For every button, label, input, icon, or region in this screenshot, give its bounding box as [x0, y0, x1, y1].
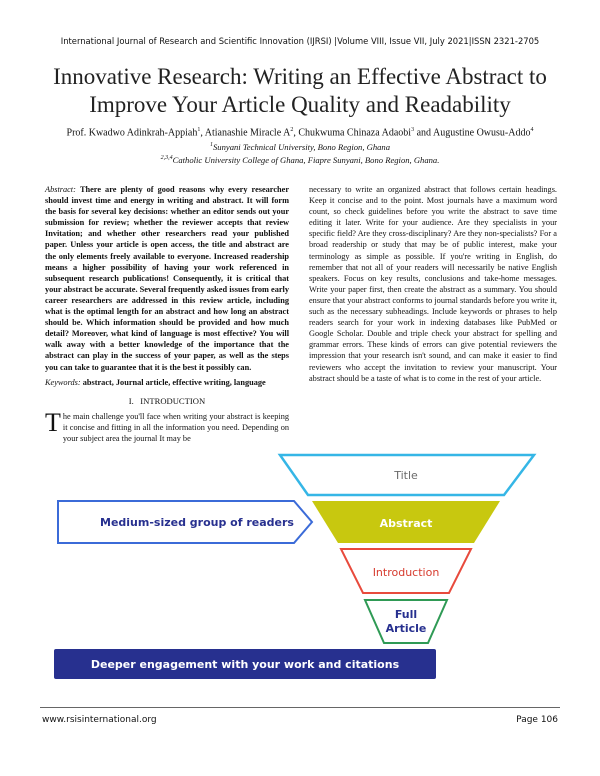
intro-paragraph [45, 407, 289, 444]
paper-title [30, 63, 570, 119]
keywords-paragraph [45, 377, 289, 388]
author-name: Augustine Owusu-Addo [432, 127, 531, 139]
title-line-1: Innovative Research: Writing an Effective Abstract to [53, 64, 547, 89]
author-name: Chukwuma Chinaza Adaobi [298, 127, 412, 139]
footer-divider [40, 707, 560, 708]
footer-website: www.rsisinternational.org [42, 715, 157, 725]
funnel-full-article-label-1: Full [394, 608, 418, 621]
funnel-introduction-label: Introduction [372, 566, 440, 579]
title-line-2: Improve Your Article Quality and Readability [89, 92, 511, 117]
author-name: Atianashie Miracle A [204, 127, 291, 139]
engagement-bar-label: Deeper engagement with your work and citations [90, 658, 400, 671]
readers-arrow-label: Medium-sized group of readers [100, 516, 294, 529]
funnel-abstract-label: Abstract [379, 517, 433, 530]
abstract-text: There are plenty of good reasons why every researcher should invest time and energy in writing and abstract. It will form the basis for several key decisions: whether an editor sends out your submission for review; whether the reviewer accepts that review Invitation; and whether other researchers read your published paper. Unless your article is open access, the title and abstract are the only elements freely available to everyone. Increased readership means a higher possibility of having your work referenced in subsequent research publications! Consequently, it is critical that your abstract be accurate. Several frequently asked issues from early career researchers are addressed in this review article, including what is the optimal length for an abstract and how long an abstract should be. Which information should be provided and how much detail? Moreover, what kind of language is most effective? You will walk away with a better knowledge of the importance that the abstract can play in the success of your paper, as well as the steps you can take to guarantee that it is the best it possibly can. [45, 185, 289, 372]
funnel-full-article-label-2: Article [385, 622, 427, 635]
funnel-title-label: Title [394, 469, 418, 482]
right-column-text: necessary to write an organized abstract that follows certain headings. Keep it concise and to the point. Most journals have a maximum word count, so check guidelines before you write the abstract to save time editing it later. Write for your audience. Are they specialists in your specific field? Are they cross-disciplinary? Are they non-specialists? For a broad readership or study that may be of public interest, make your terminology as simple as possible. If you're writing in English, do remember that not all of your readers will necessarily be native English speakers. Focus on key results, conclusions and take-home messages. Write your paper first, then create the abstract as a summary. You should ensure that your abstract conforms to journal standards before you write it, such as the necessary subheadings. Include keywords or phrases to help readers search for your work in indexing databases like PubMed or Google Scholar. Double and triple check your abstract for spelling and grammar errors. These kinds of errors can give potential reviewers the impression that your research isn't sound, and can make it easier to find reviewers who accept the invitation to review your manuscript. Your abstract should be a taste of what is to come in the rest of your article. [309, 185, 557, 383]
abstract-label: Abstract: [45, 185, 76, 194]
drop-cap: T [45, 407, 61, 437]
intro-text: he main challenge you'll face when writing your abstract is keeping it concise and fitting in all the information you need. Depending on your subject area the journal It may be [62, 411, 289, 443]
affiliation-1: $^1$Sunyani Technical University, Bono Region, Ghana [209, 142, 391, 152]
keywords-text: abstract, Journal article, effective writing, language [82, 377, 266, 387]
journal-header: International Journal of Research and Scientific Innovation (IJRSI) |Volume VIII, Issue VII, July 2021|ISSN 2321-2705 [60, 36, 540, 46]
keywords-label: Keywords: [45, 377, 81, 387]
author-list: Prof. Kwadwo Adinkrah-Appiah$^1$, Atianashie Miracle $A^2$, Chukwuma Chinaza Adaobi$^3$ and Augustine Owusu-Addo$^4$ [66, 127, 534, 139]
section-heading: I. INTRODUCTION [128, 395, 206, 406]
right-column [309, 184, 557, 384]
author-name: Prof. Kwadwo Adinkrah-Appiah [66, 127, 198, 139]
footer-page-number: Page 106 [516, 715, 558, 725]
affiliation-2: $^{2,3,4}$Catholic University College of Ghana, Fiapre Sunyani, Bono Region, Ghana. [160, 155, 440, 165]
abstract-funnel-diagram [52, 447, 552, 687]
abstract-paragraph [45, 184, 289, 373]
left-column [45, 184, 289, 444]
